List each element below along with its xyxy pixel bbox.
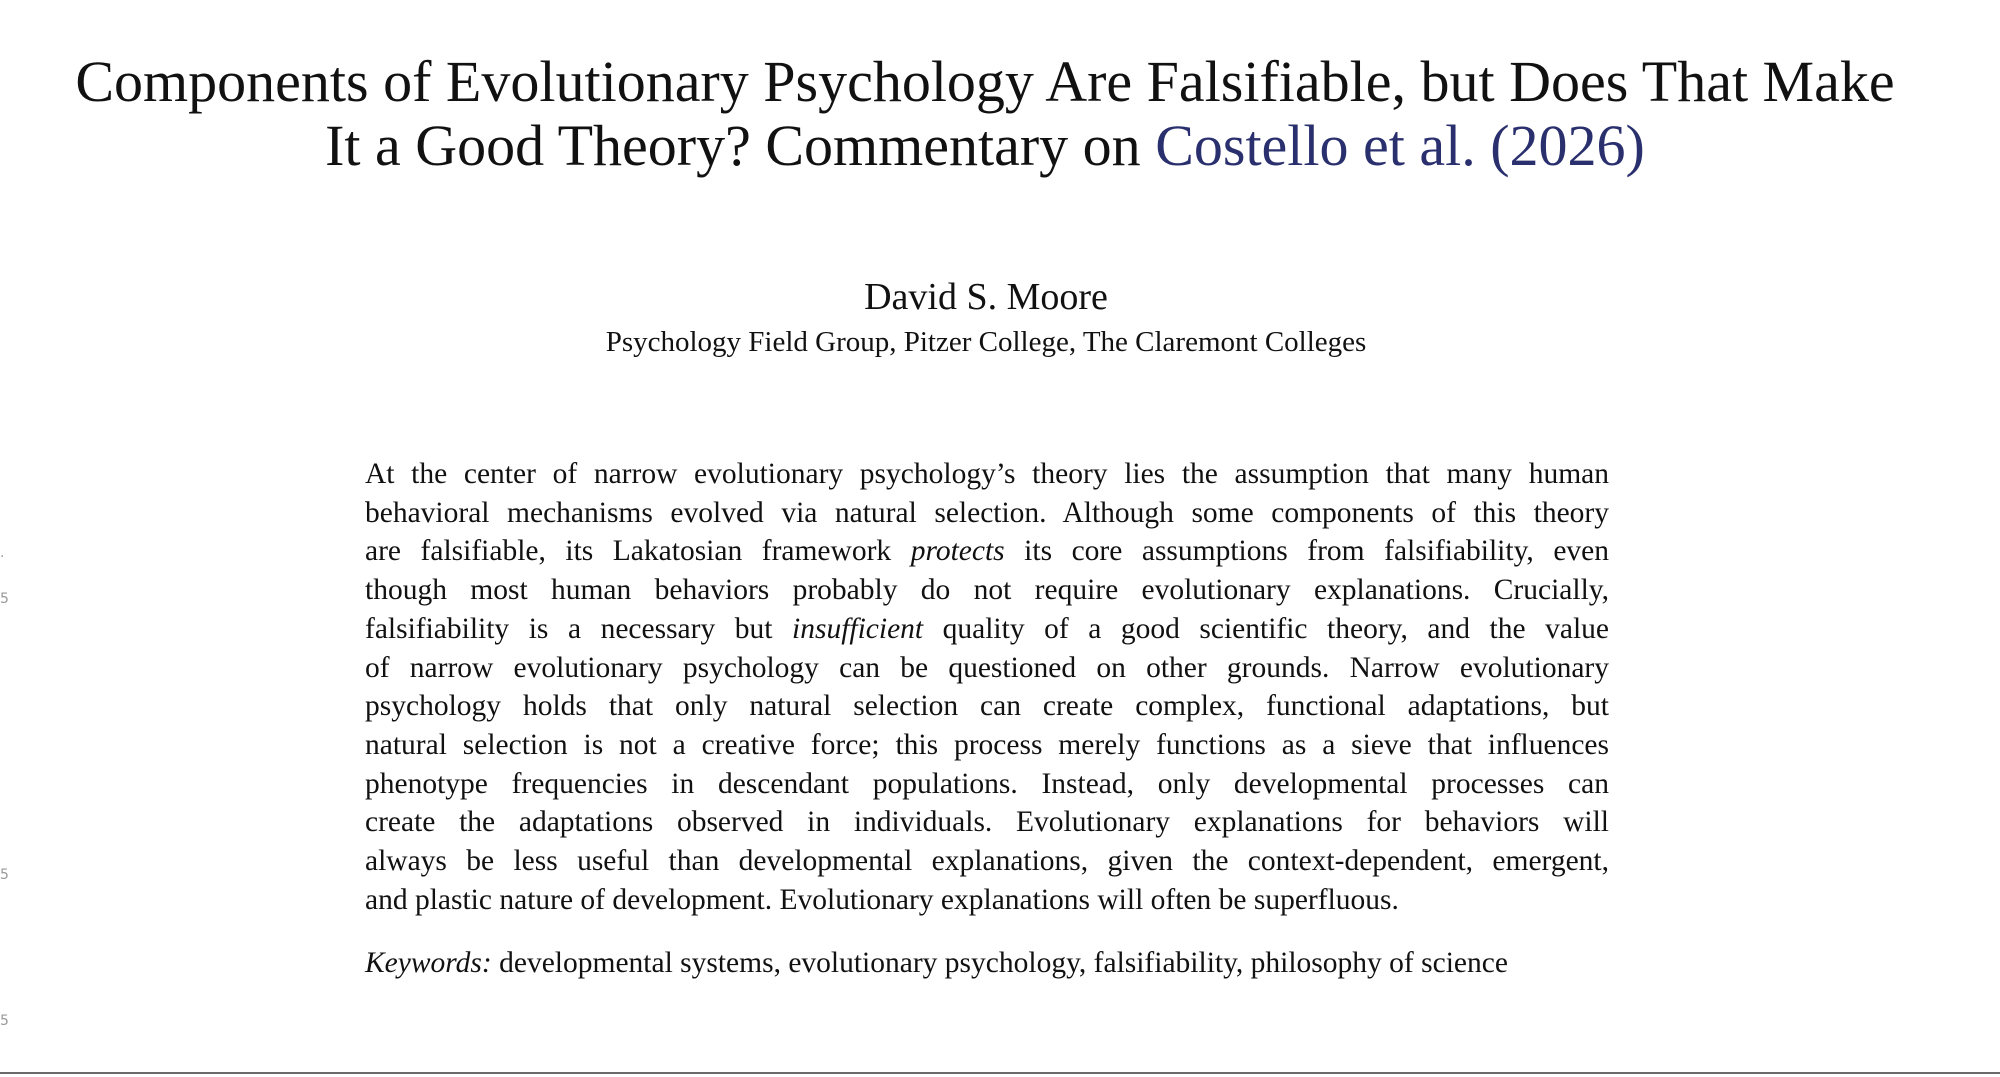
abstract-line: of narrow evolutionary psychology can be questioned on other grounds. Narrow evolutionary xyxy=(365,651,1609,684)
keywords-text: developmental systems, evolutionary psychology, falsifiability, philosophy of science xyxy=(491,947,1508,979)
keywords-label: Keywords: xyxy=(365,947,492,979)
abstract-line xyxy=(365,610,1609,649)
abstract-emphasis: protects xyxy=(910,535,1005,568)
margin-mark: · xyxy=(0,549,5,565)
margin-mark: 5 xyxy=(0,1013,9,1029)
abstract-line xyxy=(365,532,1609,571)
keywords xyxy=(365,944,1609,983)
paper-title xyxy=(60,50,1910,178)
abstract-line: behavioral mechanisms evolved via natural selection. Although some components of this theory xyxy=(365,496,1609,529)
abstract-line: though most human behaviors probably do not require evolutionary explanations. Crucially, xyxy=(365,574,1609,607)
abstract-line: natural selection is not a creative force; this process merely functions as a sieve that influences xyxy=(365,728,1609,761)
abstract-line: psychology holds that only natural selection can create complex, functional adaptations, but xyxy=(365,690,1609,723)
abstract-emphasis: insufficient xyxy=(792,612,924,645)
abstract-text: are falsifiable, its Lakatosian framework xyxy=(365,535,911,568)
abstract-line: and plastic nature of development. Evolutionary explanations will often be superfluous. xyxy=(365,883,1399,916)
abstract-text: falsifiability is a necessary but xyxy=(365,612,793,645)
abstract-text: quality of a good scientific theory, and the value xyxy=(923,612,1610,645)
abstract xyxy=(365,455,1609,919)
abstract-line: At the center of narrow evolutionary psychology’s theory lies the assumption that many human xyxy=(365,458,1609,490)
abstract-line: phenotype frequencies in descendant populations. Instead, only developmental processes can xyxy=(365,767,1609,800)
paper-title-text: Components of Evolutionary Psychology Are Falsifiable, but Does That Make It a Good Theory? Commentary on xyxy=(75,49,1895,178)
margin-mark: 5 xyxy=(0,867,9,883)
abstract-line: always be less useful than developmental explanations, given the context-dependent, emergent, xyxy=(365,845,1609,878)
citation-link[interactable]: Costello et al. (2026) xyxy=(1155,113,1645,178)
abstract-text: its core assumptions from falsifiability, even xyxy=(1004,535,1610,568)
margin-mark: 5 xyxy=(0,591,9,607)
author-affiliation: Psychology Field Group, Pitzer College, The Claremont Colleges xyxy=(605,326,1367,358)
abstract-line: create the adaptations observed in individuals. Evolutionary explanations for behaviors will xyxy=(365,806,1609,839)
page-bottom-rule xyxy=(0,1072,2000,1074)
author-name: David S. Moore xyxy=(864,276,1108,318)
